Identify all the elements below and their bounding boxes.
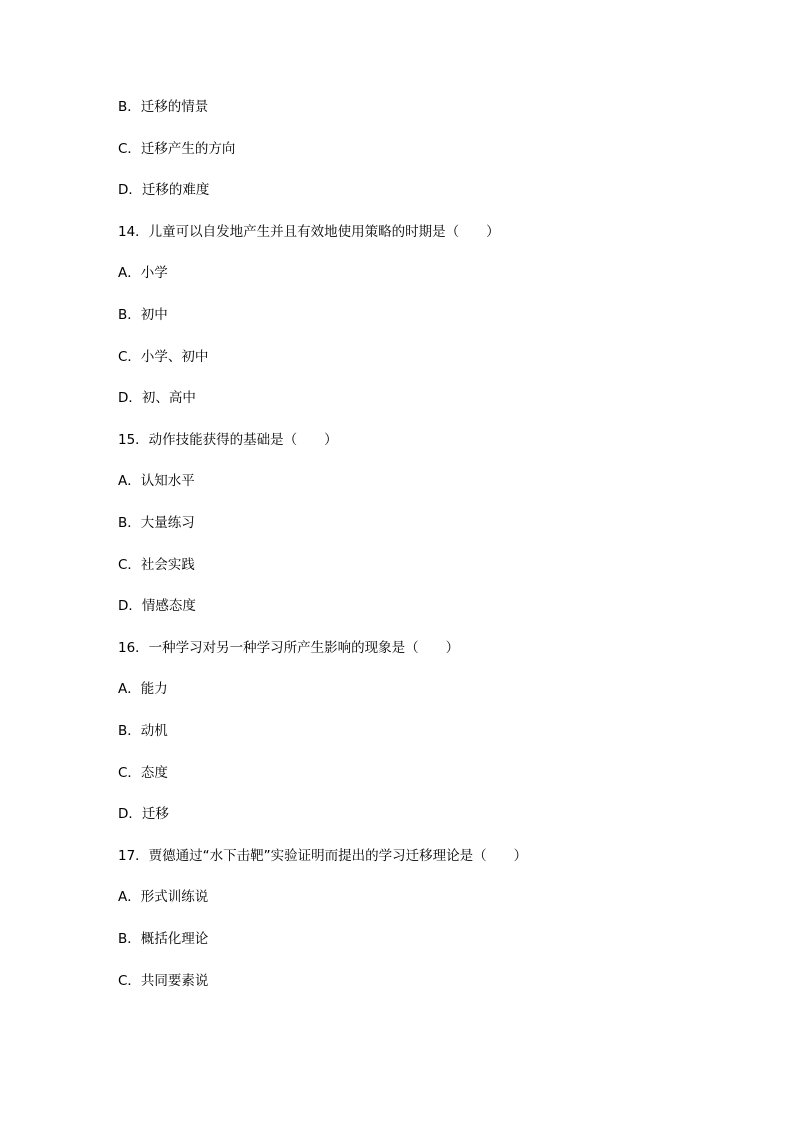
q17-option-b: B．概括化理论	[118, 931, 209, 947]
q17-option-c: C．共同要素说	[118, 973, 209, 989]
q15-option-c: C．社会实践	[118, 557, 195, 573]
q14-option-d: D．初、高中	[118, 390, 196, 406]
question-17: 17．贾德通过“水下击靶”实验证明而提出的学习迁移理论是（ ）	[118, 848, 528, 864]
q16-option-d: D．迁移	[118, 806, 169, 822]
q17-option-a: A．形式训练说	[118, 889, 209, 905]
q15-option-a: A．认知水平	[118, 473, 195, 489]
q15-option-d: D．情感态度	[118, 598, 196, 614]
question-16: 16．一种学习对另一种学习所产生影响的现象是（ ）	[118, 640, 460, 656]
q14-option-b: B．初中	[118, 307, 168, 323]
q16-option-c: C．态度	[118, 765, 168, 781]
q14-option-a: A．小学	[118, 265, 168, 281]
q15-option-b: B．大量练习	[118, 515, 195, 531]
q16-option-a: A．能力	[118, 681, 168, 697]
q16-option-b: B．动机	[118, 723, 168, 739]
q13-option-b: B．迁移的情景	[118, 99, 209, 115]
question-15: 15．动作技能获得的基础是（ ）	[118, 432, 338, 448]
q13-option-c: C．迁移产生的方向	[118, 141, 236, 157]
q14-option-c: C．小学、初中	[118, 349, 209, 365]
question-14: 14．儿童可以自发地产生并且有效地使用策略的时期是（ ）	[118, 224, 500, 240]
q13-option-d: D．迁移的难度	[118, 182, 210, 198]
